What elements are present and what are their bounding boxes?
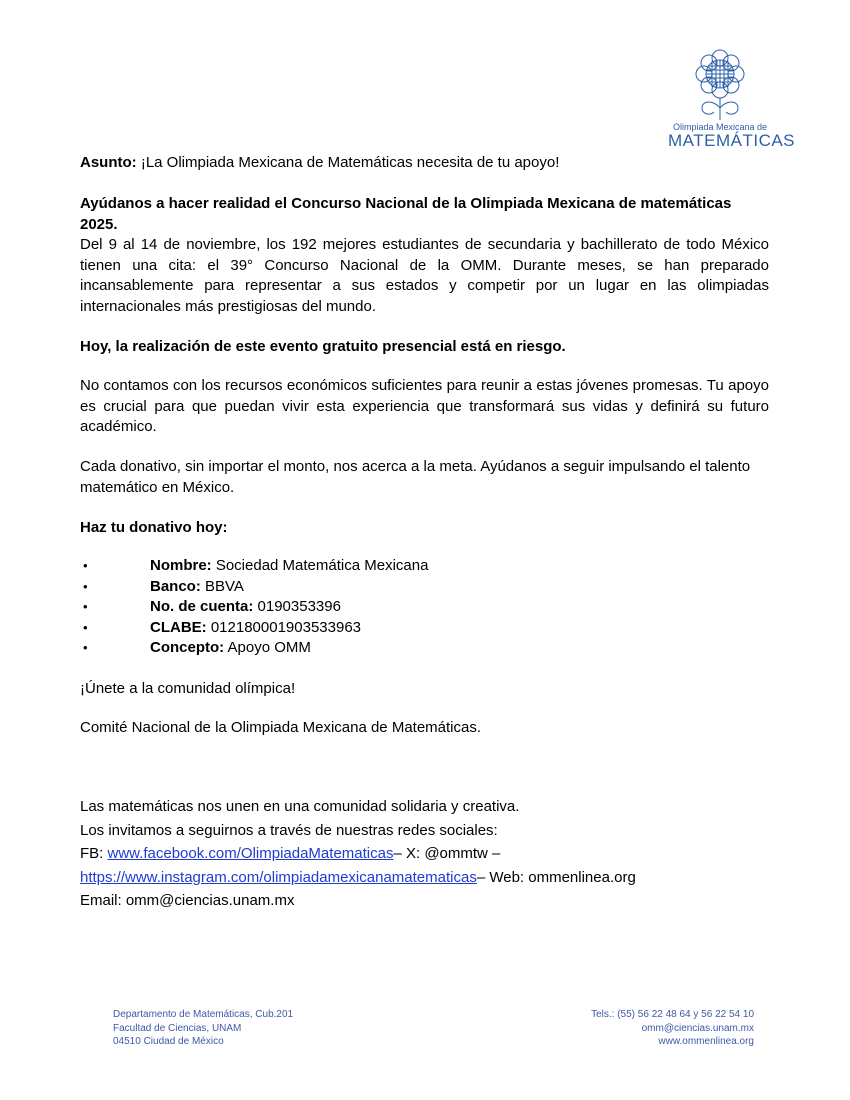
paragraph-donation-appeal: Cada donativo, sin importar el monto, nos acerca a la meta. Ayúdanos a seguir impulsando el talento matemático en México. (80, 458, 751, 496)
donation-label: No. de cuenta: (150, 598, 254, 615)
donation-value: Apoyo OMM (224, 639, 311, 656)
instagram-link[interactable]: https://www.instagram.com/olimpiadamexicanamatematicas (80, 868, 477, 886)
web-text: – Web: ommenlinea.org (476, 868, 636, 886)
join-community: ¡Únete a la comunidad olímpica! (80, 680, 296, 697)
donation-value: 012180001903533963 (206, 618, 362, 636)
list-item (80, 638, 769, 659)
footer-address-line: Facultad de Ciencias, UNAM (113, 1022, 242, 1034)
footer-address (113, 1008, 293, 1049)
list-item (80, 556, 769, 577)
donate-heading (80, 518, 769, 539)
social-line-1: Las matemáticas nos unen en una comunidad solidaria y creativa. (80, 798, 520, 815)
social-line-2: Los invitamos a seguirnos a través de nuestras redes sociales: (80, 821, 498, 839)
donation-label: Nombre: (150, 557, 212, 574)
logo-subtitle: Olimpiada Mexicana de (672, 122, 768, 132)
social-line-3 (80, 842, 780, 866)
subject-label: Asunto: (80, 154, 137, 171)
footer-contact (591, 1008, 754, 1049)
facebook-label: FB: (80, 845, 108, 862)
logo-title: MATEMÁTICAS (668, 131, 796, 150)
omm-logo (668, 44, 796, 160)
social-line-4 (80, 866, 780, 890)
email-line: Email: omm@ciencias.unam.mx (80, 892, 295, 909)
donate-heading-text: Haz tu donativo hoy: (80, 519, 228, 536)
footer-contact-line: Tels.: (55) 56 22 48 64 y 56 22 54 10 (591, 1009, 754, 1020)
subject-line (80, 153, 769, 174)
main-heading (80, 194, 769, 235)
list-item (80, 597, 769, 618)
risk-notice (80, 337, 769, 358)
signature: Comité Nacional de la Olimpiada Mexicana de Matemáticas. (80, 719, 482, 736)
paragraph-event-details: Del 9 al 14 de noviembre, los 192 mejores estudiantes de secundaria y bachillerato de todo México tienen una cita: el 39° Concurso Nacional de la OMM. Durante meses, se han preparado incansablemente para representar a sus estados y competir por un lugar en las olimpiadas internacionales más prestigiosas del mundo. (80, 236, 769, 315)
omm-emblem-icon (678, 44, 762, 122)
main-heading-text: Ayúdanos a hacer realidad el Concurso Nacional de la Olimpiada Mexicana de matemáticas 2025. (80, 195, 732, 233)
footer-address-line: 04510 Ciudad de México (113, 1036, 224, 1047)
footer-contact-line: omm@ciencias.unam.mx (641, 1022, 754, 1034)
donation-label: Banco: (150, 577, 201, 595)
risk-notice-text: Hoy, la realización de este evento gratuito presencial está en riesgo. (80, 338, 566, 355)
bullet: • (83, 558, 88, 573)
list-item (80, 618, 769, 639)
x-handle: – X: @ommtw – (393, 845, 501, 862)
bullet: • (83, 619, 88, 635)
donation-value: BBVA (200, 577, 244, 595)
donation-details-list (80, 556, 769, 659)
footer-address-line: Departamento de Matemáticas, Cub.201 (113, 1009, 294, 1020)
list-item (80, 577, 769, 598)
donation-label: Concepto: (150, 639, 225, 656)
footer-contact-line: www.ommenlinea.org (658, 1036, 754, 1047)
donation-value: 0190353396 (253, 598, 341, 615)
facebook-link[interactable]: www.facebook.com/OlimpiadaMatematicas (107, 845, 394, 862)
social-section (80, 795, 780, 913)
donation-label: CLABE: (150, 618, 207, 636)
bullet: • (83, 640, 88, 655)
subject-text: ¡La Olimpiada Mexicana de Matemáticas necesita de tu apoyo! (136, 154, 560, 171)
bullet: • (83, 599, 88, 614)
donation-value: Sociedad Matemática Mexicana (211, 557, 429, 574)
paragraph-resources: No contamos con los recursos económicos suficientes para reunir a estas jóvenes promesas. Tu apoyo es crucial para que puedan vivir esta experiencia que transformará sus vidas y definirá su futuro académico. (80, 377, 769, 435)
bullet: • (83, 578, 88, 594)
